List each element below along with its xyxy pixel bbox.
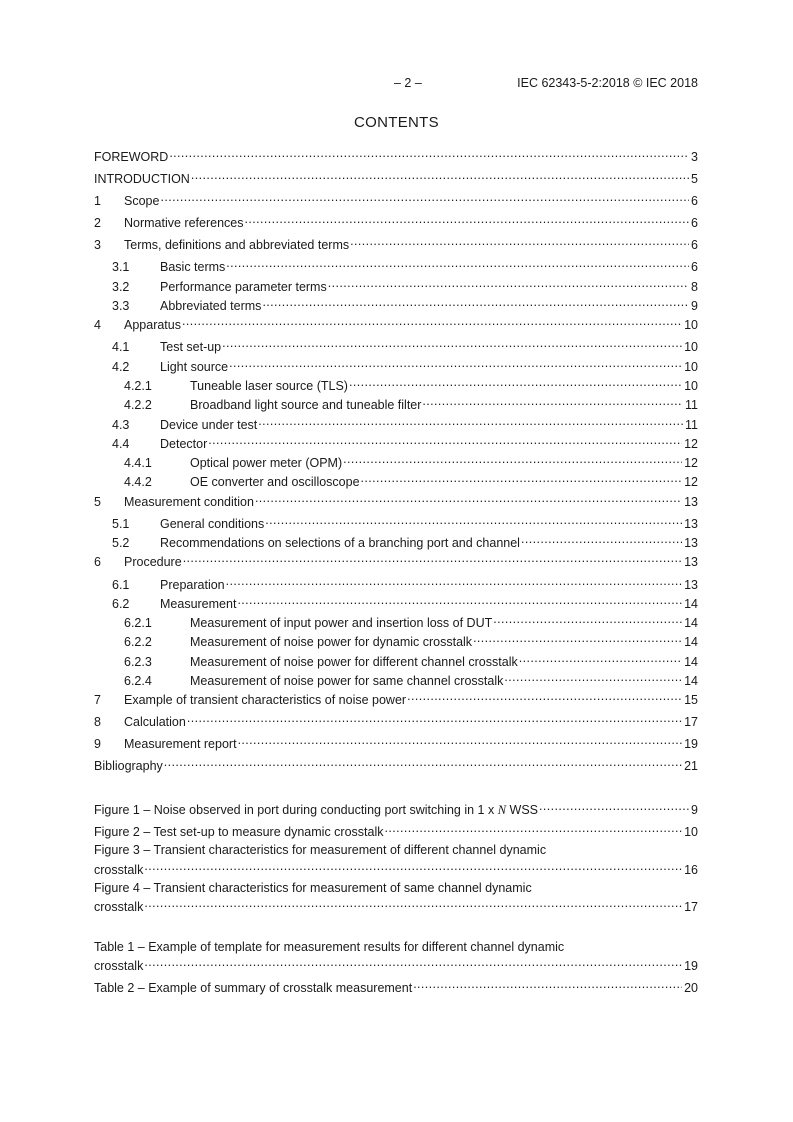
leader-dots (160, 189, 689, 205)
toc-entry-4-2-2[interactable] (94, 393, 698, 412)
toc-entry-number: 6.2 (112, 597, 130, 611)
leader-dots (183, 550, 682, 566)
toc-entry-page: 14 (684, 616, 698, 630)
toc-entry-label: Detector (160, 437, 208, 451)
toc-entry-5[interactable] (94, 490, 698, 509)
leader-dots (265, 512, 682, 528)
toc-entry-label: INTRODUCTION (94, 172, 190, 186)
toc-entry-foreword[interactable] (94, 145, 698, 164)
toc-entry-label: Measurement report (124, 737, 237, 751)
toc-entry-label: Test set-up (160, 340, 222, 354)
toc-entry-label: Calculation (124, 715, 186, 729)
figure-entry-label: crosstalk (94, 863, 144, 877)
figure-entry-page: 10 (684, 825, 698, 839)
toc-entry-page: 14 (684, 655, 698, 669)
toc-entry-page: 6 (691, 260, 698, 274)
toc-entry-page: 10 (684, 360, 698, 374)
toc-entry-page: 5 (691, 172, 698, 186)
toc-entry-number: 2 (94, 216, 101, 230)
leader-dots (182, 313, 682, 329)
leader-dots (349, 374, 682, 390)
figure-entry-3-line1[interactable]: Figure 3 – Transient characteristics for measurement of different channel dynamic (94, 843, 547, 857)
toc-entry-3-1[interactable] (94, 255, 698, 274)
toc-entry-label: Measurement (160, 597, 237, 611)
toc-entry-page: 14 (684, 635, 698, 649)
leader-dots (144, 895, 682, 911)
toc-entry-label: Recommendations on selections of a branching port and channel (160, 536, 520, 550)
toc-entry-label: Measurement of noise power for different channel crosstalk (190, 655, 518, 669)
leader-dots (343, 451, 682, 467)
leader-dots (413, 976, 682, 992)
toc-entry-label: Performance parameter terms (160, 280, 327, 294)
toc-entry-number: 1 (94, 194, 101, 208)
toc-entry-number: 4.1 (112, 340, 130, 354)
toc-entry-number: 3.2 (112, 280, 130, 294)
toc-entry-page: 8 (691, 280, 698, 294)
leader-dots (144, 858, 682, 874)
toc-entry-2[interactable] (94, 211, 698, 230)
toc-entry-number: 3.1 (112, 260, 130, 274)
toc-entry-4-2[interactable] (94, 355, 698, 374)
toc-entry-label: Bibliography (94, 759, 163, 773)
leader-dots (384, 820, 682, 836)
toc-entry-number: 4 (94, 318, 101, 332)
toc-entry-label: Optical power meter (OPM) (190, 456, 343, 470)
leader-dots (164, 754, 682, 770)
leader-dots (229, 355, 682, 371)
toc-entry-number: 9 (94, 737, 101, 751)
toc-entry-page: 6 (691, 216, 698, 230)
page-title: CONTENTS (354, 114, 439, 131)
toc-entry-3-3[interactable] (94, 294, 698, 313)
leader-dots (328, 275, 689, 291)
toc-entry-9[interactable] (94, 732, 698, 751)
toc-entry-4-2-1[interactable] (94, 374, 698, 393)
toc-entry-page: 6 (691, 238, 698, 252)
toc-entry-page: 13 (684, 578, 698, 592)
toc-entry-4[interactable] (94, 313, 698, 332)
toc-entry-6-2-2[interactable] (94, 630, 698, 649)
toc-entry-page: 13 (684, 495, 698, 509)
figure-entry-3[interactable] (94, 858, 698, 877)
leader-dots (237, 592, 682, 608)
toc-entry-6-2-1[interactable] (94, 611, 698, 630)
toc-entry-page: 6 (691, 194, 698, 208)
table-entry-page: 20 (684, 981, 698, 995)
toc-entry-number: 4.4.1 (124, 456, 152, 470)
toc-entry-6-2[interactable] (94, 592, 698, 611)
toc-entry-number: 6.2.1 (124, 616, 152, 630)
toc-entry-page: 17 (684, 715, 698, 729)
toc-entry-4-3[interactable] (94, 413, 698, 432)
toc-entry-page: 13 (684, 555, 698, 569)
standard-reference: IEC 62343-5-2:2018 © IEC 2018 (517, 76, 698, 90)
figure-entry-1[interactable] (94, 798, 698, 817)
toc-entry-number: 6 (94, 555, 101, 569)
leader-dots (361, 470, 683, 486)
figure-label-text: Figure 1 – Noise observed in port during conducting port switching in 1 x (94, 803, 498, 817)
leader-dots (169, 145, 689, 161)
toc-entry-4-1[interactable] (94, 335, 698, 354)
toc-entry-page: 12 (684, 475, 698, 489)
leader-dots (208, 432, 682, 448)
toc-entry-page: 19 (684, 737, 698, 751)
toc-entry-page: 10 (684, 340, 698, 354)
leader-dots (422, 393, 683, 409)
toc-entry-number: 4.2 (112, 360, 130, 374)
toc-entry-label: Device under test (160, 418, 258, 432)
figure-entry-label: crosstalk (94, 900, 144, 914)
table-entry-page: 19 (684, 959, 698, 973)
toc-entry-4-4[interactable] (94, 432, 698, 451)
toc-entry-number: 6.2.3 (124, 655, 152, 669)
toc-entry-label: Apparatus (124, 318, 181, 332)
toc-entry-label: FOREWORD (94, 150, 169, 164)
leader-dots (144, 954, 682, 970)
toc-entry-5-1[interactable] (94, 512, 698, 531)
toc-entry-label: Normative references (124, 216, 244, 230)
toc-entry-label: Measurement of input power and insertion loss of DUT (190, 616, 493, 630)
toc-entry-label: Procedure (124, 555, 182, 569)
leader-dots (226, 255, 689, 271)
toc-entry-label: Broadband light source and tuneable filter (190, 398, 422, 412)
toc-entry-page: 11 (685, 418, 698, 432)
table-entry-label: crosstalk (94, 959, 144, 973)
toc-entry-number: 6.2.4 (124, 674, 152, 688)
toc-entry-page: 10 (684, 379, 698, 393)
toc-entry-4-4-2[interactable] (94, 470, 698, 489)
page-header (94, 76, 698, 92)
toc-entry-label: Measurement condition (124, 495, 254, 509)
toc-entry-label: Measurement of noise power for dynamic crosstalk (190, 635, 473, 649)
leader-dots (222, 335, 682, 351)
leader-dots (350, 233, 689, 249)
toc-entry-6-2-3[interactable] (94, 650, 698, 669)
toc-entry-page: 15 (684, 693, 698, 707)
leader-dots (226, 573, 682, 589)
leader-dots (245, 211, 690, 227)
toc-entry-number: 4.3 (112, 418, 130, 432)
toc-entry-number: 5.2 (112, 536, 130, 550)
toc-entry-number: 4.4 (112, 437, 130, 451)
toc-entry-3[interactable] (94, 233, 698, 252)
toc-entry-3-2[interactable] (94, 275, 698, 294)
toc-entry-number: 8 (94, 715, 101, 729)
toc-entry-page: 13 (684, 536, 698, 550)
toc-entry-8[interactable] (94, 710, 698, 729)
toc-entry-6-1[interactable] (94, 573, 698, 592)
toc-entry-7[interactable] (94, 688, 698, 707)
toc-entry-4-4-1[interactable] (94, 451, 698, 470)
toc-entry-page: 12 (684, 456, 698, 470)
figure-entry-page: 9 (691, 803, 698, 817)
toc-entry-page: 10 (684, 318, 698, 332)
toc-entry-number: 3 (94, 238, 101, 252)
leader-dots (407, 688, 682, 704)
toc-entry-label: Terms, definitions and abbreviated terms (124, 238, 350, 252)
figure-entry-page: 17 (684, 900, 698, 914)
toc-entry-label: Tuneable laser source (TLS) (190, 379, 348, 393)
figure-entry-4-line1[interactable]: Figure 4 – Transient characteristics for measurement of same channel dynamic (94, 881, 532, 895)
figure-entry-2[interactable] (94, 820, 698, 839)
toc-entry-page: 11 (685, 398, 698, 412)
toc-entry-label: Basic terms (160, 260, 226, 274)
table-entry-1-line1[interactable]: Table 1 – Example of template for measurement results for different channel dynamic (94, 940, 565, 954)
leader-dots (238, 732, 683, 748)
toc-entry-label: Preparation (160, 578, 225, 592)
leader-dots (191, 167, 689, 183)
toc-entry-number: 4.2.1 (124, 379, 152, 393)
toc-entry-introduction[interactable] (94, 167, 698, 186)
toc-entry-label: OE converter and oscilloscope (190, 475, 360, 489)
toc-entry-label: Light source (160, 360, 229, 374)
figure-entry-label: Figure 2 – Test set-up to measure dynamic crosstalk (94, 825, 384, 839)
toc-entry-number: 5.1 (112, 517, 130, 531)
toc-entry-number: 6.1 (112, 578, 130, 592)
toc-entry-label: Scope (124, 194, 160, 208)
toc-entry-bibliography[interactable] (94, 754, 698, 773)
toc-entry-number: 4.4.2 (124, 475, 152, 489)
toc-entry-page: 14 (684, 597, 698, 611)
toc-entry-label: General conditions (160, 517, 265, 531)
figure-label-variable: N (497, 803, 507, 817)
figure-entry-4[interactable] (94, 895, 698, 914)
figure-entry-label (94, 802, 538, 818)
leader-dots (493, 611, 682, 627)
table-entry-label: Table 2 – Example of summary of crosstalk measurement (94, 981, 413, 995)
toc-entry-5-2[interactable] (94, 531, 698, 550)
toc-entry-6-2-4[interactable] (94, 669, 698, 688)
leader-dots (504, 669, 682, 685)
toc-entry-label: Measurement of noise power for same channel crosstalk (190, 674, 504, 688)
leader-dots (258, 413, 683, 429)
toc-entry-page: 14 (684, 674, 698, 688)
leader-dots (521, 531, 682, 547)
leader-dots (539, 798, 689, 814)
leader-dots (262, 294, 689, 310)
toc-entry-6[interactable] (94, 550, 698, 569)
toc-entry-number: 7 (94, 693, 101, 707)
toc-entry-1[interactable] (94, 189, 698, 208)
table-entry-2[interactable] (94, 976, 698, 995)
toc-entry-page: 12 (684, 437, 698, 451)
toc-entry-page: 13 (684, 517, 698, 531)
figure-entry-page: 16 (684, 863, 698, 877)
figure-label-text-end: WSS (506, 803, 538, 817)
toc-entry-label: Example of transient characteristics of noise power (124, 693, 407, 707)
leader-dots (519, 650, 682, 666)
toc-entry-page: 21 (684, 759, 698, 773)
page-number: – 2 – (394, 76, 422, 90)
leader-dots (473, 630, 682, 646)
toc-entry-number: 6.2.2 (124, 635, 152, 649)
toc-entry-page: 9 (691, 299, 698, 313)
leader-dots (255, 490, 682, 506)
toc-entry-label: Abbreviated terms (160, 299, 262, 313)
leader-dots (187, 710, 682, 726)
toc-entry-number: 5 (94, 495, 101, 509)
table-entry-1[interactable] (94, 954, 698, 973)
toc-entry-number: 4.2.2 (124, 398, 152, 412)
toc-entry-page: 3 (691, 150, 698, 164)
toc-entry-number: 3.3 (112, 299, 130, 313)
